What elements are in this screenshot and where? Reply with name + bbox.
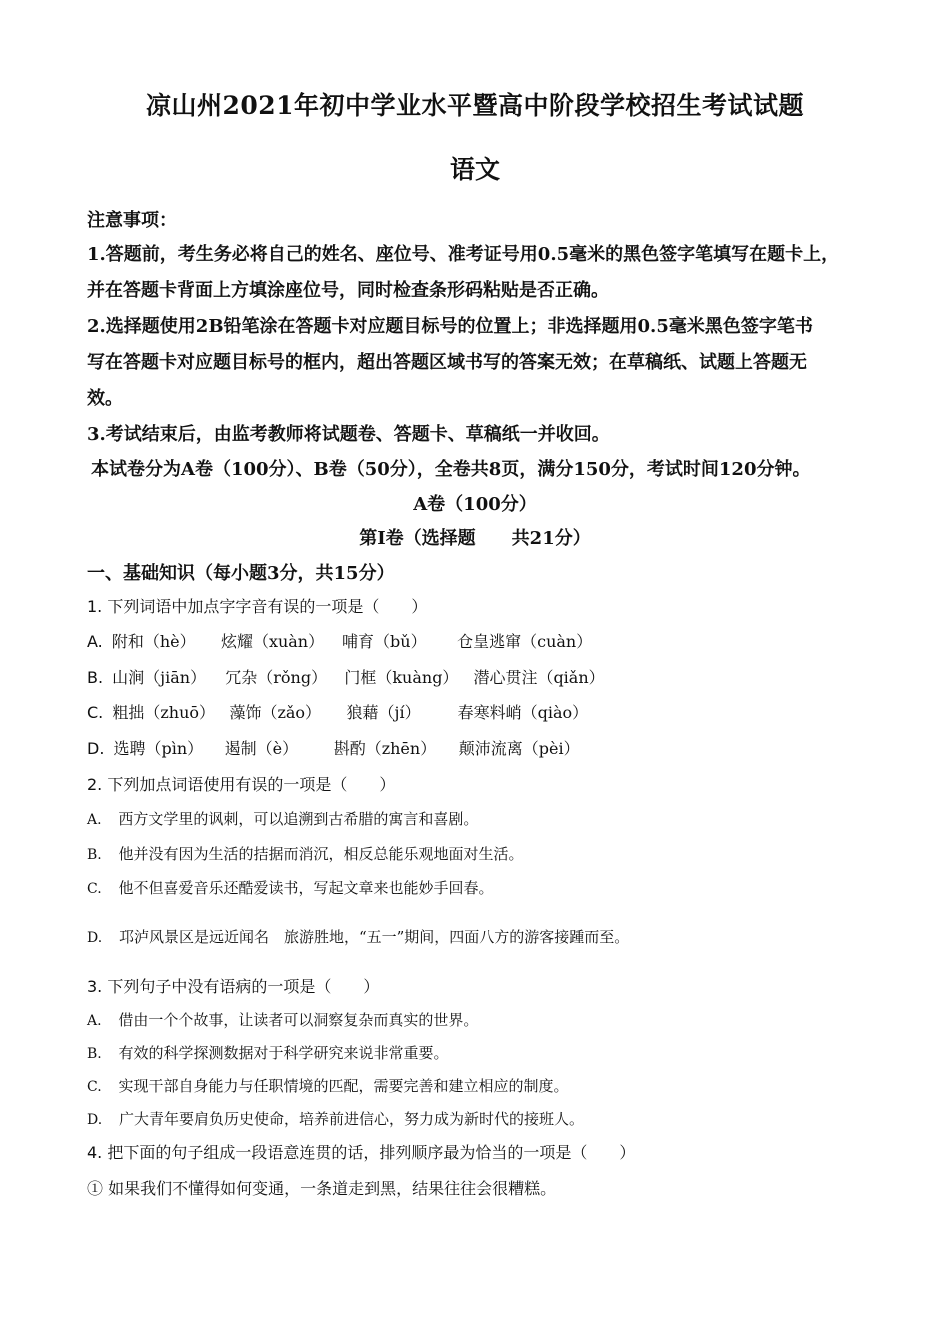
question-1 xyxy=(87,594,427,617)
option-word: 附和（hè） xyxy=(111,632,196,651)
question-number: 1. xyxy=(87,597,103,616)
notes-line: 写在答题卡对应题目标号的框内，超出答题区域书写的答案无效；在草稿纸、试题上答题无 xyxy=(87,352,807,373)
q3-option-d xyxy=(87,1108,584,1129)
question-stem: 下列句子中没有语病的一项是（ ） xyxy=(107,977,380,996)
option-label: B. xyxy=(87,668,104,687)
q3-option-a xyxy=(87,1009,478,1030)
option-label: A. xyxy=(87,812,102,828)
option-word: 冗杂（rǒng） xyxy=(225,668,328,687)
q2-option-d xyxy=(87,926,629,947)
question-number: 4. xyxy=(87,1143,103,1162)
option-text: 他并没有因为生活的拮据而消沉，相反总能乐观地面对生活。 xyxy=(118,845,524,863)
question-stem: 下列加点词语使用有误的一项是（ ） xyxy=(107,775,396,794)
question-stem: 把下面的句子组成一段语意连贯的话，排列顺序最为恰当的一项是（ ） xyxy=(107,1143,636,1162)
q2-option-b xyxy=(87,843,524,864)
q3-option-c xyxy=(87,1075,568,1096)
option-word: 门框（kuàng） xyxy=(344,668,459,687)
volume-a-heading: A卷（100分） xyxy=(413,494,537,515)
exam-summary: 本试卷分为A卷（100分）、B卷（50分），全卷共8页，满分150分，考试时间120分钟。 xyxy=(91,459,811,480)
option-text: 西方文学里的讽刺，可以追溯到古希腊的寓言和喜剧。 xyxy=(118,810,479,828)
q4-sentence-1: ① 如果我们不懂得如何变通，一条道走到黑，结果往往会很糟糕。 xyxy=(87,1179,557,1198)
option-word: 斟酌（zhēn） xyxy=(333,739,437,758)
option-label: B. xyxy=(87,1046,102,1062)
option-word: 春寒料峭（qiào） xyxy=(457,703,589,722)
option-label: B. xyxy=(87,847,102,863)
option-label: D. xyxy=(87,1112,103,1128)
subject-title: 语文 xyxy=(449,155,500,184)
option-text: 借由一个个故事，让读者可以洞察复杂而真实的世界。 xyxy=(118,1011,479,1029)
option-word: 炫耀（xuàn） xyxy=(220,632,325,651)
q1-option-c xyxy=(87,700,588,723)
q1-option-a xyxy=(87,629,592,652)
option-text: 有效的科学探测数据对于科学研究来说非常重要。 xyxy=(118,1044,449,1062)
notes-line: 3.考试结束后，由监考教师将试题卷、答题卡、草稿纸一并收回。 xyxy=(87,424,610,445)
question-3 xyxy=(87,974,379,997)
option-word: 山涧（jiān） xyxy=(112,668,207,687)
notes-line: 2.选择题使用2B铅笔涂在答题卡对应题目标号的位置上；非选择题用0.5毫米黑色签字笔书 xyxy=(87,316,813,337)
notes-line: 1.答题前，考生务必将自己的姓名、座位号、准考证号用0.5毫米的黑色签字笔填写在题卡上， xyxy=(87,244,840,265)
q2-option-c xyxy=(87,877,493,898)
question-4 xyxy=(87,1140,635,1163)
option-label: C. xyxy=(87,703,104,722)
notes-line: 效。 xyxy=(87,388,123,409)
question-number: 3. xyxy=(87,977,103,996)
option-word: 粗拙（zhuō） xyxy=(112,703,216,722)
q1-option-b xyxy=(87,665,605,688)
q1-option-d xyxy=(87,736,580,759)
option-word: 选聘（pìn） xyxy=(113,739,204,758)
option-text: 邛泸风景区是远近闻名 旅游胜地，“五一”期间，四面八方的游客接踵而至。 xyxy=(118,928,630,946)
option-text: 实现干部自身能力与任职情境的匹配，需要完善和建立相应的制度。 xyxy=(118,1077,569,1095)
question-number: 2. xyxy=(87,775,103,794)
option-word: 潜心贯注（qiǎn） xyxy=(473,668,605,687)
option-label: A. xyxy=(87,632,103,651)
option-word: 藻饰（zǎo） xyxy=(229,703,322,722)
notes-heading: 注意事项： xyxy=(87,210,177,231)
q3-option-b xyxy=(87,1042,449,1063)
question-stem: 下列词语中加点字字音有误的一项是（ ） xyxy=(107,597,428,616)
option-text: 他不但喜爱音乐还酷爱读书，写起文章来也能妙手回春。 xyxy=(118,879,494,897)
option-label: D. xyxy=(87,739,105,758)
part-one-heading: 第Ⅰ卷（选择题 共21分） xyxy=(359,528,591,549)
option-label: A. xyxy=(87,1013,102,1029)
option-word: 颠沛流离（pèi） xyxy=(458,739,580,758)
notes-line: 并在答题卡背面上方填涂座位号，同时检查条形码粘贴是否正确。 xyxy=(87,280,609,301)
option-label: C. xyxy=(87,1079,102,1095)
option-word: 仓皇逃窜（cuàn） xyxy=(457,632,593,651)
option-label: C. xyxy=(87,881,102,897)
q2-option-a xyxy=(87,808,478,829)
option-word: 哺育（bǔ） xyxy=(342,632,427,651)
option-text: 广大青年要肩负历史使命，培养前进信心，努力成为新时代的接班人。 xyxy=(118,1110,584,1128)
option-word: 遏制（è） xyxy=(224,739,299,758)
exam-title: 凉山州2021年初中学业水平暨高中阶段学校招生考试试题 xyxy=(145,91,805,120)
option-label: D. xyxy=(87,930,103,946)
question-2 xyxy=(87,772,395,795)
option-word: 狼藉（jí） xyxy=(346,703,421,722)
group-one-heading: 一、基础知识（每小题3分，共15分） xyxy=(87,563,395,584)
